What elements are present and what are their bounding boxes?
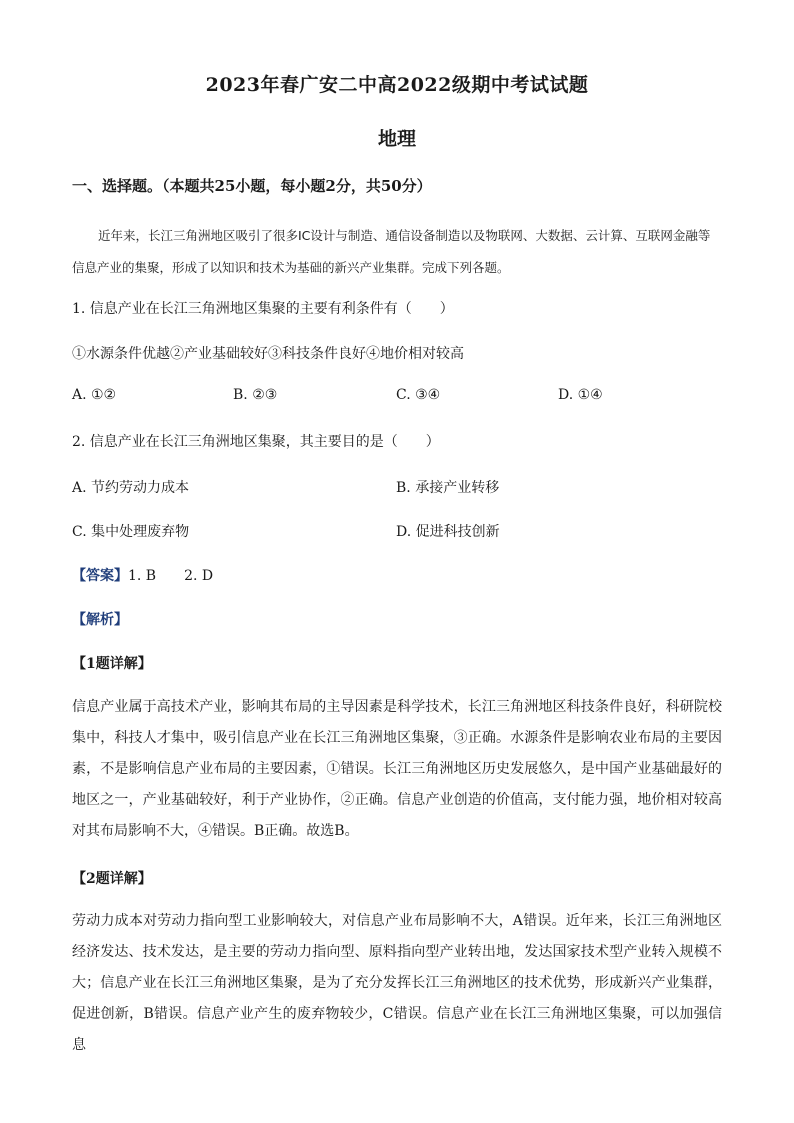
q1-conditions: ①水源条件优越②产业基础较好③科技条件良好④地价相对较高 [72,346,464,362]
q2-option-c: C. 集中处理废弃物 [72,524,190,540]
detail1-paragraph: 信息产业属于高技术产业，影响其布局的主导因素是科学技术，长江三角洲地区科技条件良好，科研院校集中，科技人才集中，吸引信息产业在长江三角洲地区集聚，③正确。水源条件是影响农业布局的主要因素，不是影响信息产业布局的主要因素，①错误。长江三角洲地区历史发展悠久，是中国产业基础最好的地区之一，产业基础较好，利于产业协作，②正确。信息产业创造的价值高，支付能力强，地价相对较高对其布局影响不大，④错误。B正确。故选B。 [72,699,722,839]
detail1-label: 【1题详解】 [72,656,152,672]
q2-stem: 2. 信息产业在长江三角洲地区集聚，其主要目的是（ ） [72,434,440,450]
analysis-line [72,609,128,629]
q2-option-b: B. 承接产业转移 [396,480,500,496]
q2-option-a: A. 节约劳动力成本 [72,480,190,496]
answer-line [72,565,213,585]
q2-option-d: D. 促进科技创新 [396,524,500,540]
q1-option-c: C. ③④ [396,387,441,403]
answer-text: 1. B 2. D [128,568,214,584]
exam-title: 2023年春广安二中高2022级期中考试试题 [205,74,589,96]
detail2-paragraph: 劳动力成本对劳动力指向型工业影响较大，对信息产业布局影响不大，A错误。近年来，长江三角洲地区经济发达、技术发达，是主要的劳动力指向型、原料指向型产业转出地，发达国家技术型产业转入规模不大；信息产业在长江三角洲地区集聚，是为了充分发挥长江三角洲地区的技术优势，形成新兴产业集群，促进创新，B错误。信息产业产生的废弃物较少，C错误。信息产业在长江三角洲地区集聚，可以加强信息 [72,913,722,1053]
subject-heading: 地理 [377,128,416,150]
detail2-label: 【2题详解】 [72,871,152,887]
q1-stem: 1. 信息产业在长江三角洲地区集聚的主要有利条件有（ ） [72,301,454,317]
q1-option-a: A. ①② [72,387,117,403]
analysis-label: 【解析】 [72,612,128,628]
intro-paragraph: 近年来，长江三角洲地区吸引了很多IC设计与制造、通信设备制造以及物联网、大数据、云计算、互联网金融等信息产业的集聚，形成了以知识和技术为基础的新兴产业集群。完成下列各题。 [72,228,711,275]
answer-label: 【答案】 [72,568,128,584]
q1-option-d: D. ①④ [558,387,603,403]
section-heading: 一、选择题。（本题共25小题，每小题2分，共50分） [72,177,432,195]
q1-option-b: B. ②③ [233,387,278,403]
